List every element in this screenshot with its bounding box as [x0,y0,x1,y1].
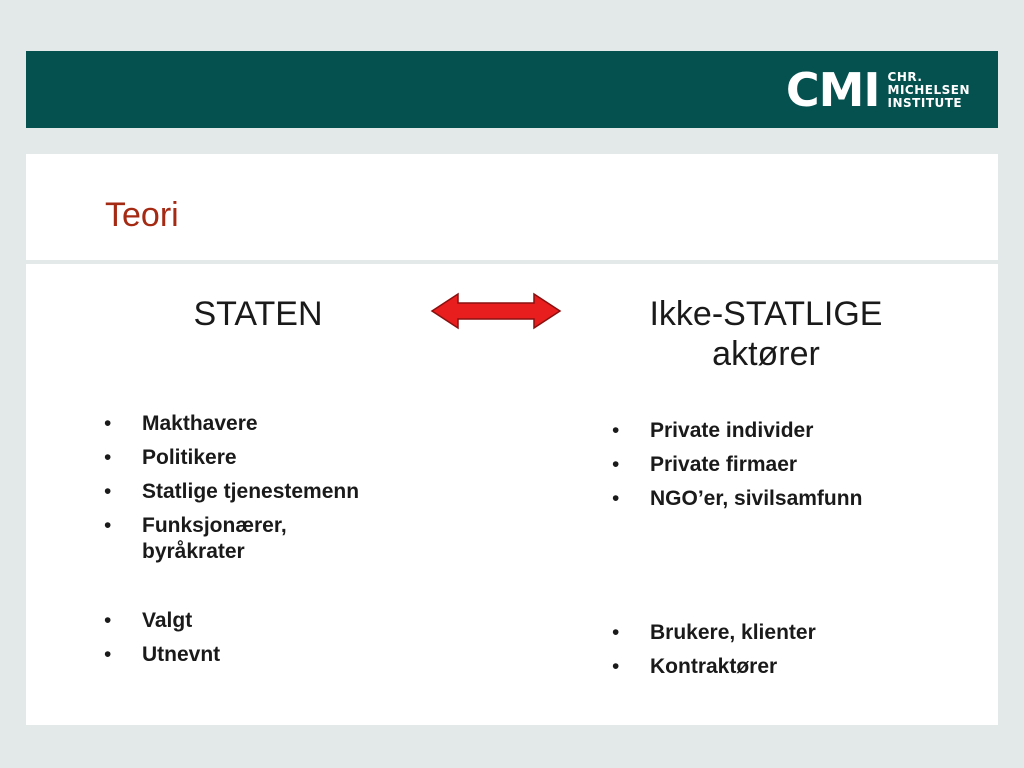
slide-title: Teori [105,196,179,234]
list-item: • Funksjonærer, byråkrater [100,513,362,565]
list-item: • Kontraktører [608,654,940,680]
state-actors-list [100,411,432,573]
right-heading [606,294,926,374]
list-item: • Brukere, klienter [608,620,940,646]
list-item: • Statlige tjenestemenn [100,479,432,505]
list-item: • Makthavere [100,411,432,437]
cmi-logo [785,63,970,117]
right-heading-line-2: aktører [712,335,820,373]
content-panel [26,264,998,725]
list-item: • Valgt [100,608,432,634]
list-item: • Utnevnt [100,642,432,668]
logo-line-2: MICHELSEN [887,82,970,97]
list-item: • Private individer [608,418,940,444]
non-state-actors-list [608,418,940,520]
logo-mark: CMI [785,63,880,117]
double-arrow-icon [430,292,562,330]
list-item: • Politikere [100,445,432,471]
logo-line-1: CHR. [887,69,923,84]
list-item: • Private firmaer [608,452,940,478]
logo-line-3: INSTITUTE [887,95,963,110]
logo-subtitle [888,71,970,110]
header-band [26,51,998,128]
right-heading-line-1: Ikke-STATLIGE [649,295,883,333]
left-heading: STATEN [193,295,323,333]
title-panel [26,154,998,260]
list-item: • NGO’er, sivilsamfunn [608,486,940,512]
state-selection-list [100,608,432,676]
non-state-roles-list [608,620,940,688]
